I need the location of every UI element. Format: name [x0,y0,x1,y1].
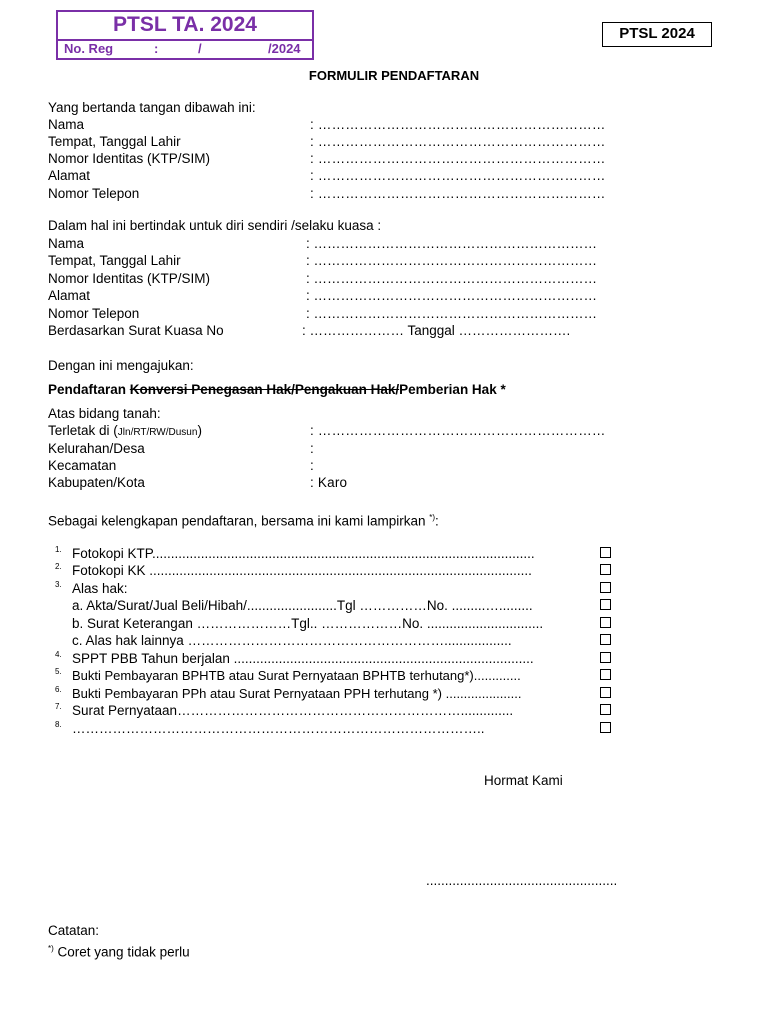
list-item: Fotokopi KK ...................................................................................................... [72,563,532,578]
terletak-value[interactable]: : ……………………………………………………… [310,423,606,438]
checkbox-surat-pernyataan[interactable] [600,704,611,715]
s1-label-ttl: Tempat, Tanggal Lahir [48,134,181,149]
list-item: Fotokopi KTP...................................................................................................... [72,546,535,561]
signature-line[interactable]: ................................................... [426,873,618,888]
list-item-number: 4. [55,650,62,659]
closing-text: Hormat Kami [484,773,563,788]
s2-value-identitas[interactable]: : ……………………………………………………… [306,271,598,286]
checkbox-alas-hak[interactable] [600,582,611,593]
kecamatan-value[interactable]: : [310,458,314,473]
notes-body: Coret yang tidak perlu [53,944,190,960]
checkbox-akta[interactable] [600,599,611,610]
list-item: ……………………………………………………………………………….. [72,721,485,736]
checkbox-bphtb[interactable] [600,669,611,680]
section5-intro [48,509,439,529]
checkbox-kk[interactable] [600,564,611,575]
list-item-number: 5. [55,667,62,676]
section3-intro: Dengan ini mengajukan: [48,358,194,373]
kabupaten-value[interactable]: : Karo [310,475,348,490]
list-item: SPPT PBB Tahun berjalan ................................................................................ [72,651,534,666]
attachment-list [48,545,628,745]
section4-intro: Atas bidang tanah: [48,406,161,421]
s1-label-identitas: Nomor Identitas (KTP/SIM) [48,151,211,166]
list-item: a. Akta/Surat/Jual Beli/Hibah/........................Tgl ……………No. .........…......... [72,598,533,613]
list-item: c. Alas hak lainnya ………………………………………………….................. [72,633,512,648]
list-item: Bukti Pembayaran PPh atau Surat Pernyataan PPH terhutang *) ..................... [72,686,522,701]
reg-slash: / [198,41,202,56]
s2-label-identitas: Nomor Identitas (KTP/SIM) [48,271,211,286]
reg-label: No. Reg [64,41,114,56]
list-item-number: 7. [55,702,62,711]
s1-label-nama: Nama [48,117,85,132]
terletak-label [48,422,202,439]
s1-value-nama[interactable]: : ……………………………………………………… [310,117,606,132]
s2-value-ttl[interactable]: : ……………………………………………………… [306,253,598,268]
list-item-number: 8. [55,720,62,729]
reg-year: /2024 [268,41,301,56]
list-item: b. Surat Keterangan …………………Tgl.. ………………No. ............................... [72,616,544,631]
form-title: FORMULIR PENDAFTARAN [308,68,480,83]
terletak-label-close: ) [197,423,202,438]
s1-value-alamat[interactable]: : ……………………………………………………… [310,168,606,183]
ptsl-header-box [56,10,314,60]
s2-value-kuasa[interactable]: : ………………… Tanggal ……………………. [302,323,571,338]
s2-label-ttl: Tempat, Tanggal Lahir [48,253,181,268]
s2-label-nama: Nama [48,236,85,251]
section1-intro: Yang bertanda tangan dibawah ini: [48,100,256,115]
section5-intro-sup: *) [429,513,436,522]
section5-intro-text: Sebagai kelengkapan pendaftaran, bersama ini kami lampirkan [48,513,430,529]
pendaftaran-type [48,381,506,398]
list-item-number: 1. [55,545,62,554]
reg-colon: : [154,41,159,56]
list-item-number: 6. [55,685,62,694]
ptsl-badge: PTSL 2024 [602,22,712,47]
section5-intro-end: : [435,513,439,529]
checkbox-ktp[interactable] [600,547,611,558]
terletak-label-text: Terletak di ( [48,423,118,438]
s2-value-telepon[interactable]: : ……………………………………………………… [306,306,598,321]
list-item: Surat Pernyataan……………………………………………………….............. [72,703,514,718]
kelurahan-value[interactable]: : [310,441,314,456]
kelurahan-label: Kelurahan/Desa [48,441,145,456]
notes-title: Catatan: [48,923,100,938]
pendaftaran-prefix: Pendaftaran [48,382,130,397]
s2-label-kuasa: Berdasarkan Surat Kuasa No [48,323,224,338]
list-item: Alas hak: [72,581,128,596]
s2-value-alamat[interactable]: : ……………………………………………………… [306,288,598,303]
s2-value-nama[interactable]: : ……………………………………………………… [306,236,598,251]
s1-label-alamat: Alamat [48,168,91,183]
kecamatan-label: Kecamatan [48,458,117,473]
pendaftaran-suffix: Pemberian Hak * [399,382,506,397]
checkbox-pph[interactable] [600,687,611,698]
notes-text [48,940,190,960]
checkbox-other[interactable] [600,722,611,733]
list-item: Bukti Pembayaran BPHTB atau Surat Pernyataan BPHTB terhutang*)............. [72,668,521,683]
checkbox-surat-keterangan[interactable] [600,617,611,628]
list-item-number: 2. [55,562,62,571]
checkbox-sppt-pbb[interactable] [600,652,611,663]
pendaftaran-struck: Konversi Penegasan Hak/Pengakuan Hak/ [129,382,400,397]
checkbox-alas-hak-lainnya[interactable] [600,634,611,645]
s1-label-telepon: Nomor Telepon [48,186,140,201]
s1-value-telepon[interactable]: : ……………………………………………………… [310,186,606,201]
s2-label-telepon: Nomor Telepon [48,306,140,321]
s2-label-alamat: Alamat [48,288,91,303]
kabupaten-label: Kabupaten/Kota [48,475,145,490]
notes-sup: *) [48,944,54,953]
section2-intro: Dalam hal ini bertindak untuk diri sendiri /selaku kuasa : [48,218,382,233]
ptsl-title: PTSL TA. 2024 [113,13,257,36]
s1-value-ttl[interactable]: : ……………………………………………………… [310,134,606,149]
terletak-label-small: Jln/RT/RW/Dusun [117,427,198,438]
s1-value-identitas[interactable]: : ……………………………………………………… [310,151,606,166]
list-item-number: 3. [55,580,62,589]
